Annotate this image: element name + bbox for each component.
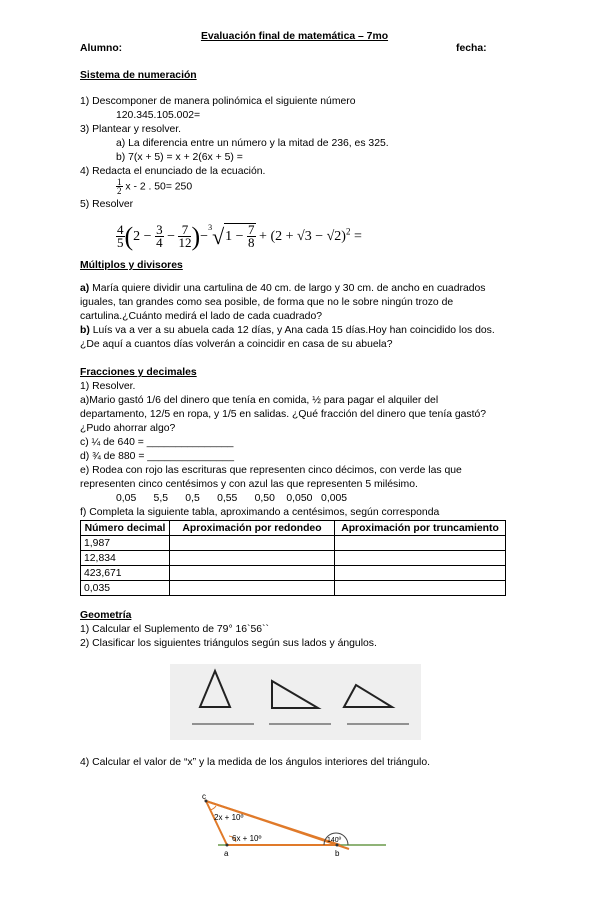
table-cell-blank — [170, 551, 335, 566]
fraction: $\frac{7}{8}$ — [248, 222, 255, 251]
table-row — [81, 536, 506, 551]
problem-e-values: 0,05 5,5 0,5 0,55 0,50 0,050 0,005 — [116, 493, 348, 504]
table-cell-blank — [335, 581, 506, 596]
table-cell-blank — [335, 566, 506, 581]
question-1-number: 120.345.105.002= — [116, 110, 201, 121]
problem-a-line: a) María quiere dividir una cartulina de 40 cm. de largo y 30 cm. de ancho en cuadrados — [80, 283, 486, 294]
question-2: 2) Clasificar los siguientes triángulos según sus lados y ángulos. — [80, 638, 377, 649]
page-title: Evaluación final de matemática – 7mo — [200, 31, 389, 42]
table-cell-blank — [335, 536, 506, 551]
table-cell: 1,987 — [81, 536, 170, 551]
section-heading-geometria: Geometría — [80, 610, 132, 621]
angle-c-label: 2x + 10º — [214, 813, 244, 822]
student-label: Alumno: — [80, 43, 123, 54]
table-row — [81, 566, 506, 581]
table-cell-blank — [170, 581, 335, 596]
table-header: Aproximación por truncamiento — [335, 521, 506, 536]
triangles-figure — [170, 664, 421, 740]
question-3a: a) La diferencia entre un número y la mitad de 236, es 325. — [116, 138, 389, 149]
question-3b: b) 7(x + 5) = x + 2(6x + 5) = — [116, 152, 243, 163]
question-3: 3) Plantear y resolver. — [80, 124, 182, 135]
problem-a-line: iguales, tan grandes como sea posible, de forma que no le sobre ningún trozo de — [80, 297, 454, 308]
vertex-c-label: c — [202, 792, 206, 801]
question-4-equation: $\frac{1}{2}$ x - 2 . 50= 250 — [117, 177, 193, 196]
table-cell: 0,035 — [81, 581, 170, 596]
date-label: fecha: — [456, 43, 487, 54]
question-1: 1) Calcular el Suplemento de 79° 16`56`` — [80, 624, 269, 635]
problem-b-line: b) Luís va a ver a su abuela cada 12 días, y Ana cada 15 días.Hoy han coincidido los dos. — [80, 325, 495, 336]
table-cell-blank — [170, 566, 335, 581]
exterior-angle-label: 140º — [327, 837, 342, 844]
fraction: $\frac{7}{12}$ — [178, 222, 192, 251]
question-1: 1) Resolver. — [80, 381, 136, 392]
vertex-a-label: a — [224, 849, 229, 858]
problem-d: d) ¾ de 880 = _______________ — [80, 451, 234, 462]
problem-f: f) Completa la siguiente tabla, aproximando a centésimos, según corresponda — [80, 507, 440, 518]
table-row — [81, 581, 506, 596]
table-cell-blank — [170, 536, 335, 551]
table-cell: 12,834 — [81, 551, 170, 566]
table-header: Número decimal — [81, 521, 170, 536]
question-4: 4) Redacta el enunciado de la ecuación. — [80, 166, 266, 177]
fraction: $\frac{1}{2}$ — [117, 177, 122, 196]
question-4: 4) Calcular el valor de “x” y la medida de los ángulos interiores del triángulo. — [80, 757, 430, 768]
section-heading-multiplos: Múltiplos y divisores — [80, 260, 183, 271]
angle-triangle-figure — [196, 790, 386, 860]
fraction: $\frac{4}{5}$ — [117, 222, 124, 251]
problem-a-line: ¿Pudo ahorrar algo? — [80, 423, 176, 434]
section-heading-fracciones: Fracciones y decimales — [80, 367, 197, 378]
problem-e-line: representen cinco centésimos y con azul las que representen 5 milésimo. — [80, 479, 418, 490]
table-header: Aproximación por redondeo — [170, 521, 335, 536]
table-row — [81, 551, 506, 566]
table-cell: 423,671 — [81, 566, 170, 581]
angle-a-label: 6x + 10º — [232, 834, 262, 843]
table-cell-blank — [335, 551, 506, 566]
question-1: 1) Descomponer de manera polinómica el siguiente número — [80, 96, 356, 107]
question-5: 5) Resolver — [80, 199, 134, 210]
problem-a-line: a)Mario gastó 1/6 del dinero que tenía en comida, ½ para pagar el alquiler del — [80, 395, 439, 406]
problem-e-line: e) Rodea con rojo las escrituras que representen cinco décimos, con verde las que — [80, 465, 462, 476]
vertex-b-label: b — [335, 849, 340, 858]
fraction: $\frac{3}{4}$ — [156, 222, 163, 251]
problem-b-line: ¿De aquí a cuantos días volverán a coincidir en casa de su abuela? — [80, 339, 393, 350]
table-header-row — [81, 521, 506, 536]
problem-a-line: cartulina.¿Cuánto medirá el lado de cada cuadrado? — [80, 311, 323, 322]
section-heading-numeracion: Sistema de numeración — [80, 70, 197, 81]
problem-c: c) ¼ de 640 = _______________ — [80, 437, 234, 448]
question-5-expression: $\frac{4}{5}$ (2 − $\frac{3}{4}$ − $\frac{7}{12}$ )−$^3$√1 − $\frac{7}{8}$ + $(2 + √3 - √2)^2$ = — [117, 221, 362, 251]
approximation-table — [80, 520, 506, 596]
problem-a-line: departamento, 12/5 en ropa, y 1/5 en salidas. ¿Qué fracción del dinero que tenía gastó? — [80, 409, 487, 420]
